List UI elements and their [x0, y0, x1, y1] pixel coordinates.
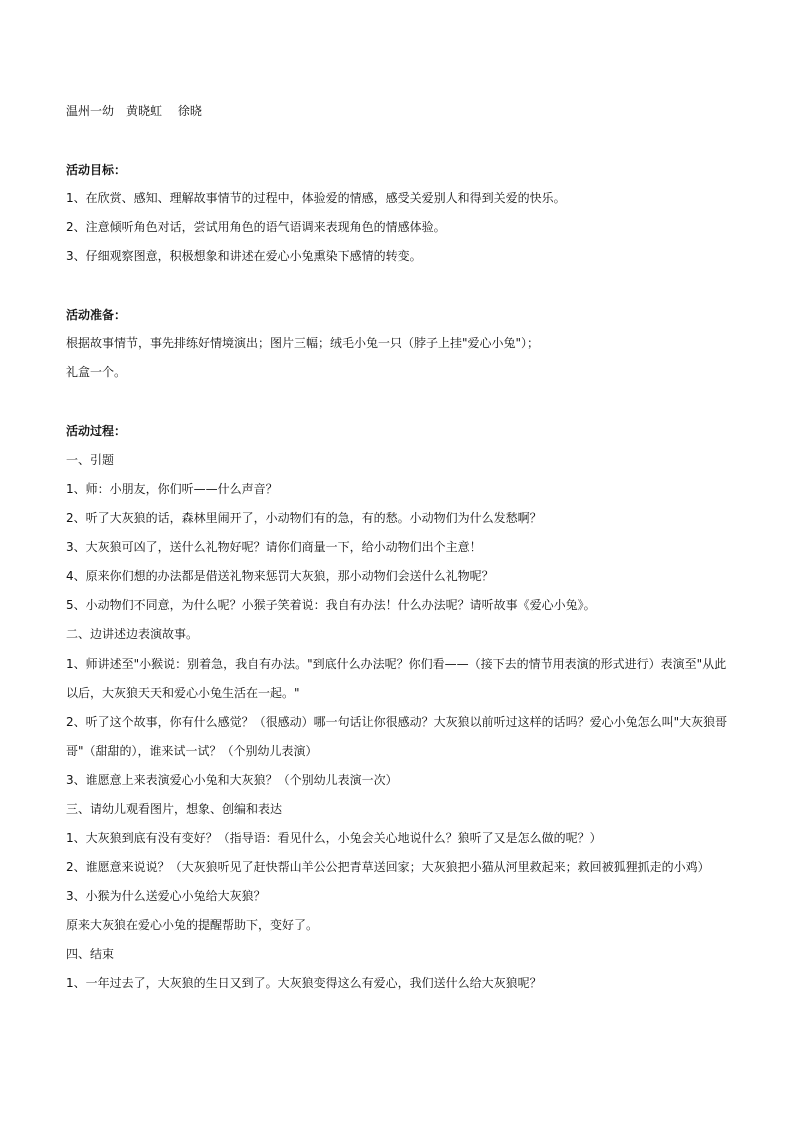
process-line: 3、谁愿意上来表演爱心小兔和大灰狼？（个别幼儿表演一次）	[66, 773, 398, 787]
goal-item: 2、注意倾听角色对话，尝试用角色的语气语调来表现角色的情感体验。	[66, 220, 446, 234]
process-line: 1、师讲述至"小猴说：别着急，我自有办法。"到底什么办法呢？你们看——（接下去的情节用表演的形式进行）表演至"从此	[66, 657, 727, 671]
process-line: 1、一年过去了，大灰狼的生日又到了。大灰狼变得这么有爱心，我们送什么给大灰狼呢？	[66, 976, 542, 990]
process-line: 2、谁愿意来说说？（大灰狼听见了赶快帮山羊公公把青草送回家；大灰狼把小猫从河里救起来；救回被狐狸抓走的小鸡）	[66, 860, 710, 874]
process-line: 1、大灰狼到底有没有变好？（指导语：看见什么，小兔会关心地说什么？狼听了又是怎么做的呢？）	[66, 831, 602, 845]
goals-heading: 活动目标：	[66, 163, 127, 177]
process-line: 哥"（甜甜的），谁来试一试？（个别幼儿表演）	[66, 744, 318, 758]
process-heading: 活动过程：	[66, 424, 127, 438]
prep-heading: 活动准备：	[66, 308, 127, 322]
process-line: 4、原来你们想的办法都是借送礼物来惩罚大灰狼，那小动物们会送什么礼物呢？	[66, 569, 494, 583]
section-title: 一、引题	[66, 453, 115, 467]
process-line: 1、师：小朋友，你们听——什么声音？	[66, 482, 278, 496]
goal-item: 1、在欣赏、感知、理解故事情节的过程中，体验爱的情感，感受关爱别人和得到关爱的快乐。	[66, 191, 566, 205]
process-line: 3、小猴为什么送爱心小兔给大灰狼？	[66, 889, 266, 903]
process-line: 原来大灰狼在爱心小兔的提醒帮助下，变好了。	[66, 918, 319, 932]
process-line: 2、听了大灰狼的话，森林里闹开了，小动物们有的急，有的愁。小动物们为什么发愁啊？	[66, 511, 542, 525]
prep-line: 根据故事情节，事先排练好情境演出；图片三幅；绒毛小兔一只（脖子上挂"爱心小兔"）；	[66, 336, 540, 350]
section-title: 二、边讲述边表演故事。	[66, 627, 199, 641]
process-line: 5、小动物们不同意，为什么呢？小猴子笑着说：我自有办法！什么办法呢？请听故事《爱心小兔》。	[66, 598, 596, 612]
process-line: 以后，大灰狼天天和爱心小兔生活在一起。"	[66, 686, 300, 700]
section-title: 四、结束	[66, 947, 115, 961]
prep-line: 礼盒一个。	[66, 365, 127, 379]
goal-item: 3、仔细观察图意，积极想象和讲述在爱心小兔熏染下感情的转变。	[66, 249, 422, 263]
process-line: 3、大灰狼可凶了，送什么礼物好呢？请你们商量一下，给小动物们出个主意！	[66, 540, 482, 554]
author-line: 温州一幼 黄晓虹 徐晓	[66, 104, 202, 118]
section-title: 三、请幼儿观看图片，想象、创编和表达	[66, 802, 283, 816]
process-line: 2、听了这个故事，你有什么感觉？（很感动）哪一句话让你很感动？大灰狼以前听过这样的话吗？爱心小兔怎么叫"大灰狼哥	[66, 715, 728, 729]
